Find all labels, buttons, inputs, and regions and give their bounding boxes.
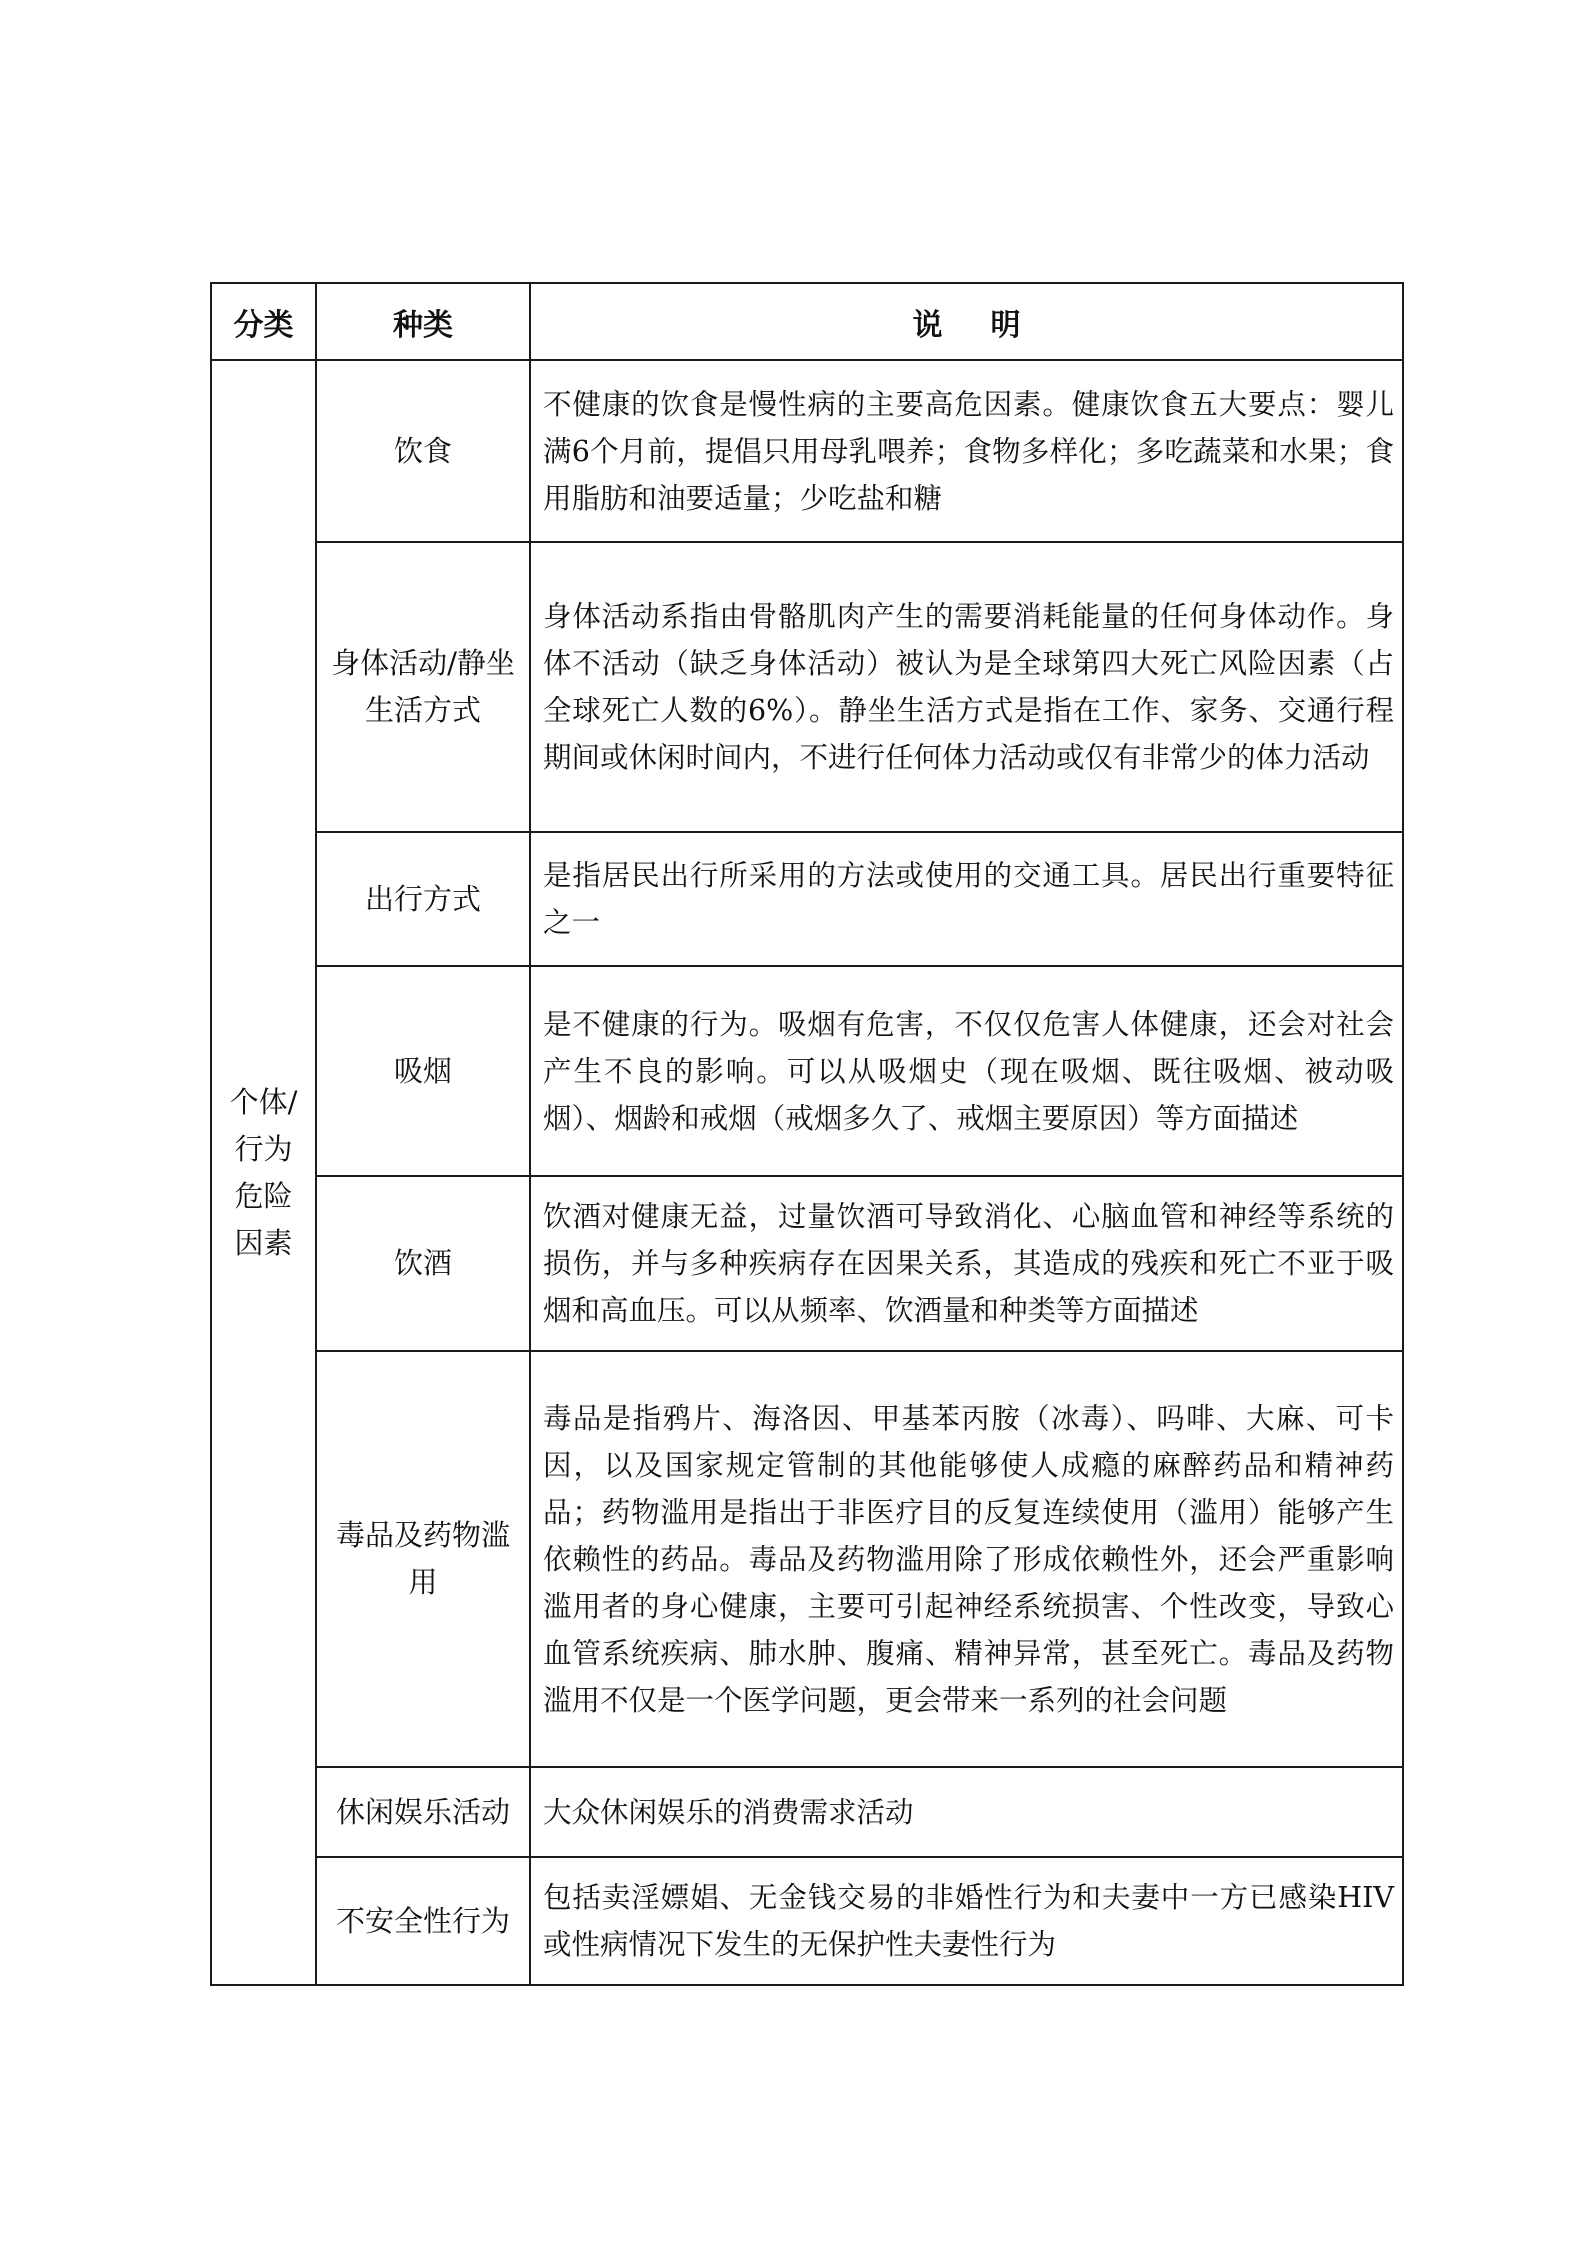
kind-cell: 毒品及药物滥用 xyxy=(316,1351,530,1767)
kind-cell: 休闲娱乐活动 xyxy=(316,1767,530,1857)
table-row xyxy=(211,1767,1403,1857)
kind-cell: 饮食 xyxy=(316,360,530,542)
description-cell: 包括卖淫嫖娼、无金钱交易的非婚性行为和夫妻中一方已感染HIV或性病情况下发生的无保护性夫妻性行为 xyxy=(530,1857,1403,1985)
description-cell: 是指居民出行所采用的方法或使用的交通工具。居民出行重要特征之一 xyxy=(530,832,1403,966)
kind-cell: 吸烟 xyxy=(316,966,530,1176)
table-row xyxy=(211,360,1403,542)
kind-cell: 不安全性行为 xyxy=(316,1857,530,1985)
table-row xyxy=(211,1857,1403,1985)
header-category: 分类 xyxy=(211,283,316,360)
category-label: 个体/行为危险因素 xyxy=(229,1084,298,1260)
kind-cell: 饮酒 xyxy=(316,1176,530,1351)
kind-cell: 出行方式 xyxy=(316,832,530,966)
category-cell xyxy=(211,360,316,1985)
description-cell: 是不健康的行为。吸烟有危害，不仅仅危害人体健康，还会对社会产生不良的影响。可以从吸烟史（现在吸烟、既往吸烟、被动吸烟）、烟龄和戒烟（戒烟多久了、戒烟主要原因）等方面描述 xyxy=(530,966,1403,1176)
table-row xyxy=(211,832,1403,966)
description-cell: 饮酒对健康无益，过量饮酒可导致消化、心脑血管和神经等系统的损伤，并与多种疾病存在因果关系，其造成的残疾和死亡不亚于吸烟和高血压。可以从频率、饮酒量和种类等方面描述 xyxy=(530,1176,1403,1351)
table-row xyxy=(211,966,1403,1176)
description-cell: 毒品是指鸦片、海洛因、甲基苯丙胺（冰毒）、吗啡、大麻、可卡因，以及国家规定管制的其他能够使人成瘾的麻醉药品和精神药品；药物滥用是指出于非医疗目的反复连续使用（滥用）能够产生依赖性的药品。毒品及药物滥用除了形成依赖性外，还会严重影响滥用者的身心健康，主要可引起神经系统损害、个性改变，导致心血管系统疾病、肺水肿、腹痛、精神异常，甚至死亡。毒品及药物滥用不仅是一个医学问题，更会带来一系列的社会问题 xyxy=(530,1351,1403,1767)
table-row xyxy=(211,1176,1403,1351)
header-kind: 种类 xyxy=(316,283,530,360)
header-row xyxy=(211,283,1403,360)
description-cell: 身体活动系指由骨骼肌肉产生的需要消耗能量的任何身体动作。身体不活动（缺乏身体活动）被认为是全球第四大死亡风险因素（占全球死亡人数的6%）。静坐生活方式是指在工作、家务、交通行程期间或休闲时间内，不进行任何体力活动或仅有非常少的体力活动 xyxy=(530,542,1403,832)
header-description: 说明 xyxy=(530,283,1403,360)
description-cell: 大众休闲娱乐的消费需求活动 xyxy=(530,1767,1403,1857)
risk-factor-table xyxy=(210,282,1404,1986)
description-cell: 不健康的饮食是慢性病的主要高危因素。健康饮食五大要点：婴儿满6个月前，提倡只用母乳喂养；食物多样化；多吃蔬菜和水果；食用脂肪和油要适量；少吃盐和糖 xyxy=(530,360,1403,542)
table-row xyxy=(211,1351,1403,1767)
table-row xyxy=(211,542,1403,832)
kind-cell: 身体活动/静坐生活方式 xyxy=(316,542,530,832)
